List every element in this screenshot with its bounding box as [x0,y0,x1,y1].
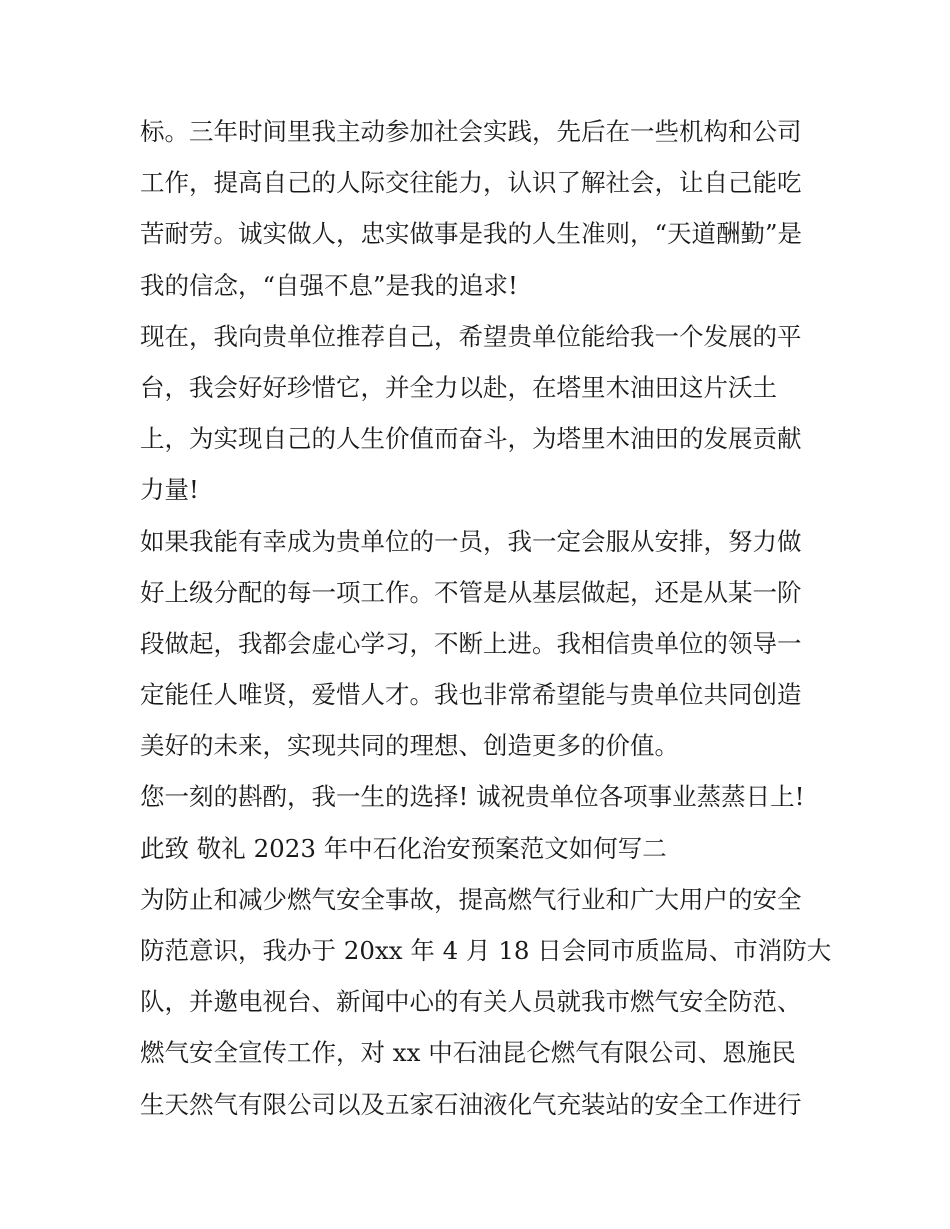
text-line: 美好的未来，实现共同的理想、创造更多的价值。 [140,731,679,761]
text-line: 力量! [140,475,199,505]
text-line: 燃气安全宣传工作，对 xx 中石油昆仑燃气有限公司、恩施民 [140,1038,796,1068]
text-line: 苦耐劳。诚实做人，忠实做事是我的人生准则，“天道酬勤”是 [140,219,803,249]
text-line: 防范意识，我办于 20xx 年 4 月 18 日会同市质监局、市消防大 [140,936,832,965]
text-line: 好上级分配的每一项工作。不管是从基层做起，还是从某一阶 [140,577,802,607]
text-line: 工作，提高自己的人际交往能力，认识了解社会，让自己能吃 [140,168,802,198]
text-line: 为防止和减少燃气安全事故，提高燃气行业和广大用户的安全 [140,884,802,914]
text-line: 队，并邀电视台、新闻中心的有关人员就我市燃气安全防范、 [140,987,802,1017]
text-line: 现在，我向贵单位推荐自己，希望贵单位能给我一个发展的平 [140,321,802,351]
text-line: 段做起，我都会虚心学习，不断上进。我相信贵单位的领导一 [140,628,802,658]
text-line: 您一刻的斟酌，我一生的选择! 诚祝贵单位各项事业蒸蒸日上! [140,782,805,812]
text-line: 此致 敬礼 2023 年中石化治安预案范文如何写二 [140,833,667,863]
text-line: 生天然气有限公司以及五家石油液化气充装站的安全工作进行 [140,1089,802,1119]
text-line: 如果我能有幸成为贵单位的一员，我一定会服从安排，努力做 [140,526,802,556]
text-line: 我的信念，“自强不息”是我的追求! [140,270,518,300]
text-line: 标。三年时间里我主动参加社会实践，先后在一些机构和公司 [140,117,802,146]
document-body [140,106,830,1130]
text-line: 定能任人唯贤，爱惜人才。我也非常希望能与贵单位共同创造 [140,680,802,710]
text-line: 台，我会好好珍惜它，并全力以赴，在塔里木油田这片沃土 [140,372,777,402]
text-line: 上，为实现自己的人生价值而奋斗，为塔里木油田的发展贡献 [140,424,802,454]
